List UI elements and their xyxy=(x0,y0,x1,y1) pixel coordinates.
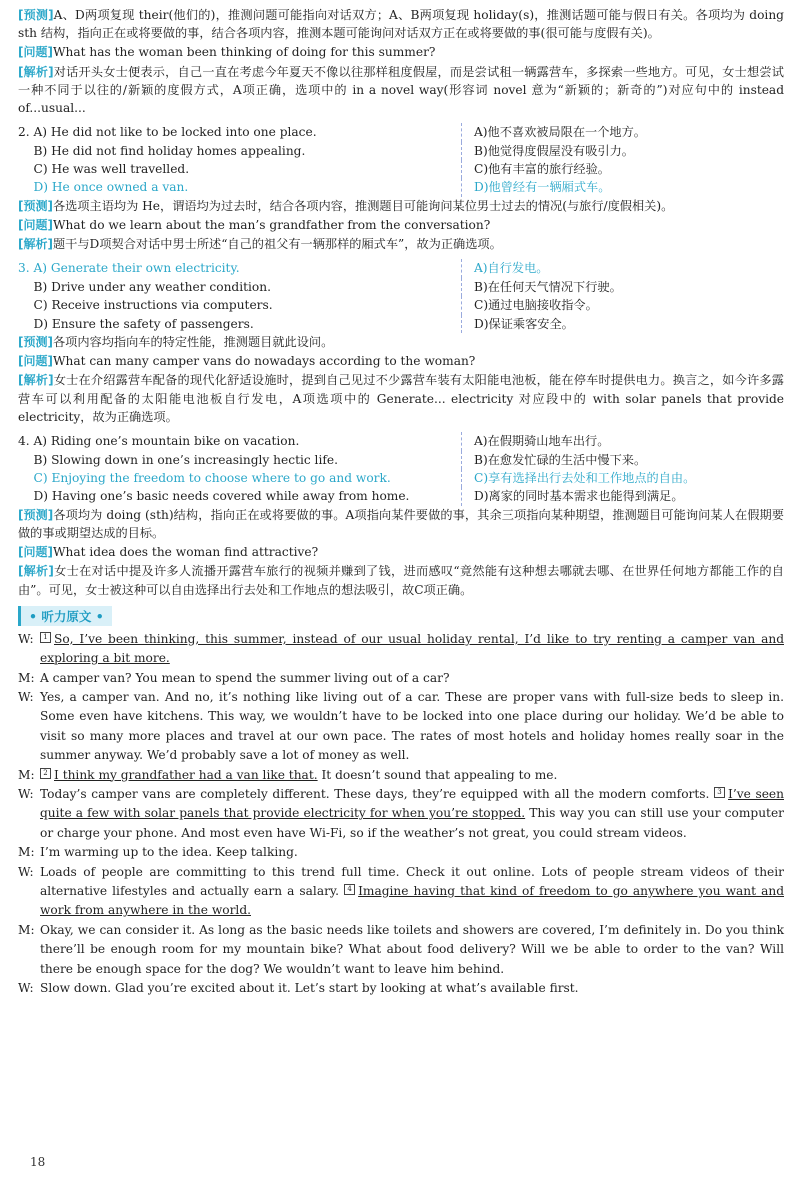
option-row xyxy=(18,432,784,450)
speaker-label: M: xyxy=(18,767,35,782)
option-row xyxy=(18,142,784,160)
speaker-label: W: xyxy=(18,689,34,704)
utterance-text: Okay, we can consider it. As long as the basic needs like toilets and showers are covered, I’m definitely in. Do you think there’ll be enough room for my mountain bike? What about food delivery? Will we be able to order to the van? Will there be enough space for the dog? We wouldn’t want to leave him behind. xyxy=(40,922,784,976)
utterance-text: Today’s camper vans are completely different. These days, they’re equipped with all the modern comforts. xyxy=(40,786,715,801)
speaker-label: M: xyxy=(18,922,35,937)
q3-question: [问题]What can many camper vans do nowadays according to the woman? xyxy=(18,354,476,369)
utterance xyxy=(40,688,784,766)
transcript-line xyxy=(18,630,784,669)
option-zh: D)保证乘客安全。 xyxy=(461,315,784,333)
q4-question: [问题]What idea does the woman find attractive? xyxy=(18,545,319,560)
option-en: D) Ensure the safety of passengers. xyxy=(18,316,254,331)
option-en: D) Having one’s basic needs covered while away from home. xyxy=(18,489,410,504)
q3-predict: [预测]各项内容均指向车的特定性能，推测题目就此设问。 xyxy=(18,335,334,350)
q4-predict: [预测]各项均为 doing (sth)结构，指向正在或将要做的事。A项指向某件要做的事，其余三项指向某种期望，推测题目可能询问某人在假期要做的事或期望达成的目标。 xyxy=(18,507,784,540)
option-row xyxy=(18,178,784,196)
question-marker: 2 xyxy=(40,768,51,779)
speaker-label: M: xyxy=(18,845,35,860)
transcript-line xyxy=(18,979,784,998)
utterance xyxy=(40,843,784,862)
section-title: • 听力原文 • xyxy=(18,606,112,626)
transcript-line xyxy=(18,766,784,785)
option-row xyxy=(18,259,784,277)
option-row xyxy=(18,160,784,178)
option-zh: A)在假期骑山地车出行。 xyxy=(461,432,784,450)
q2-question: [问题]What do we learn about the man’s grandfather from the conversation? xyxy=(18,218,491,233)
utterance-text: Yes, a camper van. And no, it’s nothing like living out of a car. These are proper vans with full-size beds to sleep in. Some even have kitchens. This way, we wouldn’t have to be locked into one place during our holiday. We’d be able to visit so many more places and travel at our own pace. The rates of most hotels and holiday homes really soar in the summer anyway. We’d probably save a lot of money as well. xyxy=(40,689,784,763)
option-en: B) He did not find holiday homes appealing. xyxy=(18,143,306,158)
q2-analysis: [解析]题干与D项契合对话中男士所述“自己的祖父有一辆那样的厢式车”，故为正确选项。 xyxy=(18,237,502,252)
q4-analysis: [解析]女士在对话中提及许多人流播开露营车旅行的视频并赚到了钱，进而感叹“竟然能有这种想去哪就去哪、在世界任何地方都能工作的自由”。可见，女士被这种可以自由选择出行去处和工作地点的想法吸引，故C项正确。 xyxy=(18,564,784,597)
q2-predict: [预测]各选项主语均为 He，谓语均为过去时，结合各项内容，推测题目可能询问某位男士过去的情况(与旅行/度假相关)。 xyxy=(18,198,674,213)
key-sentence: So, I’ve been thinking, this summer, instead of our usual holiday rental, I’d like to try renting a camper van and exploring a bit more. xyxy=(40,631,784,666)
speaker-label: W: xyxy=(18,864,34,879)
utterance xyxy=(40,921,784,979)
utterance xyxy=(40,669,784,688)
option-en: B) Drive under any weather condition. xyxy=(18,279,271,294)
key-sentence: I’ve seen quite a few with solar panels that provide electricity for when you’re stopped. xyxy=(40,786,784,821)
utterance-text: A camper van? You mean to spend the summer living out of a car? xyxy=(40,670,450,685)
option-en: 4. A) Riding one’s mountain bike on vacation. xyxy=(18,434,300,449)
q1-question: [问题]What has the woman been thinking of doing for this summer? xyxy=(18,45,436,60)
transcript-line xyxy=(18,843,784,862)
utterance-text: Loads of people are committing to this trend full time. Check it out online. Lots of people stream videos of their alternative lifestyles and actually earn a salary. xyxy=(40,864,784,899)
option-zh: D)他曾经有一辆厢式车。 xyxy=(461,178,784,196)
speaker-label: M: xyxy=(18,670,35,685)
option-zh: D)离家的同时基本需求也能得到满足。 xyxy=(461,487,784,505)
utterance xyxy=(40,630,784,669)
option-zh: C)他有丰富的旅行经验。 xyxy=(461,160,784,178)
q2-options xyxy=(18,123,784,197)
option-en: C) He was well travelled. xyxy=(18,162,190,177)
q3-analysis: [解析]女士在介绍露营车配备的现代化舒适设施时，提到自己见过不少露营车装有太阳能电池板，能在停车时提供电力。换言之，如今许多露营车可以利用配备的太阳能电池板自行发电，A项选项中的 Generate... electricity 对应段中的 with solar panels that provide electricity，故为正确选项。 xyxy=(18,373,784,424)
utterance-text: I’m warming up to the idea. Keep talking. xyxy=(40,845,298,860)
key-sentence: I think my grandfather had a van like that. xyxy=(54,767,318,782)
option-row xyxy=(18,278,784,296)
q3-options xyxy=(18,259,784,333)
key-sentence: Imagine having that kind of freedom to go anywhere you want and work from anywhere in the world. xyxy=(40,884,784,918)
utterance xyxy=(40,979,784,998)
utterance xyxy=(40,863,784,921)
option-zh: C)享有选择出行去处和工作地点的自由。 xyxy=(461,469,784,487)
option-zh: A)自行发电。 xyxy=(461,259,784,277)
speaker-label: W: xyxy=(18,631,34,646)
option-row xyxy=(18,123,784,141)
page-number: 18 xyxy=(30,1155,46,1169)
option-en: C) Enjoying the freedom to choose where to go and work. xyxy=(18,470,391,485)
speaker-label: W: xyxy=(18,786,34,801)
transcript-line xyxy=(18,921,784,979)
speaker-label: W: xyxy=(18,981,34,996)
transcript xyxy=(18,630,784,999)
option-en: C) Receive instructions via computers. xyxy=(18,298,273,313)
option-row xyxy=(18,487,784,505)
option-row xyxy=(18,296,784,314)
transcript-line xyxy=(18,863,784,921)
option-zh: C)通过电脑接收指令。 xyxy=(461,296,784,314)
transcript-line xyxy=(18,688,784,766)
q1-predict: [预测]A、D两项复现 their(他们的)，推测问题可能指向对话双方；A、B两项复现 holiday(s)，推测话题可能与假日有关。各项均为 doing sth 结构，指向正在或将要做的事，结合各项内容，推测本题可能询问对话双方正在或将要做的事(很可能与度假有关)。 xyxy=(18,8,784,41)
utterance-text: This way you can still use your computer or charge your phone. And most even have Wi-Fi, so if the weather’s not great, you could stream videos. xyxy=(40,806,784,840)
page-content xyxy=(18,6,784,998)
option-zh: B)他觉得度假屋没有吸引力。 xyxy=(461,142,784,160)
option-row xyxy=(18,315,784,333)
question-marker: 1 xyxy=(40,632,51,643)
transcript-line xyxy=(18,669,784,688)
option-zh: B)在愈发忙碌的生活中慢下来。 xyxy=(461,451,784,469)
utterance-text: Slow down. Glad you’re excited about it. Let’s start by looking at what’s available first. xyxy=(40,981,579,996)
option-en: B) Slowing down in one’s increasingly hectic life. xyxy=(18,452,338,467)
utterance xyxy=(40,766,784,785)
question-marker: 4 xyxy=(344,884,355,895)
option-en: 3. A) Generate their own electricity. xyxy=(18,261,240,276)
question-marker: 3 xyxy=(714,787,725,798)
option-zh: A)他不喜欢被局限在一个地方。 xyxy=(461,123,784,141)
q4-options xyxy=(18,432,784,506)
utterance-text: It doesn’t sound that appealing to me. xyxy=(317,767,558,782)
option-zh: B)在任何天气情况下行驶。 xyxy=(461,278,784,296)
q1-analysis: [解析]对话开头女士便表示，自己一直在考虑今年夏天不像以往那样租度假屋，而是尝试租一辆露营车，多探索一些地方。可见，女士想尝试一种不同于以往的/新颖的度假方式，A项正确，选项中的 in a novel way(形容词 novel 意为“新颖的；新奇的”)对应句中的 instead of...usual... xyxy=(18,64,784,116)
transcript-line xyxy=(18,785,784,843)
option-en: D) He once owned a van. xyxy=(18,180,189,195)
option-en: 2. A) He did not like to be locked into one place. xyxy=(18,125,317,140)
option-row xyxy=(18,469,784,487)
utterance xyxy=(40,785,784,843)
option-row xyxy=(18,451,784,469)
